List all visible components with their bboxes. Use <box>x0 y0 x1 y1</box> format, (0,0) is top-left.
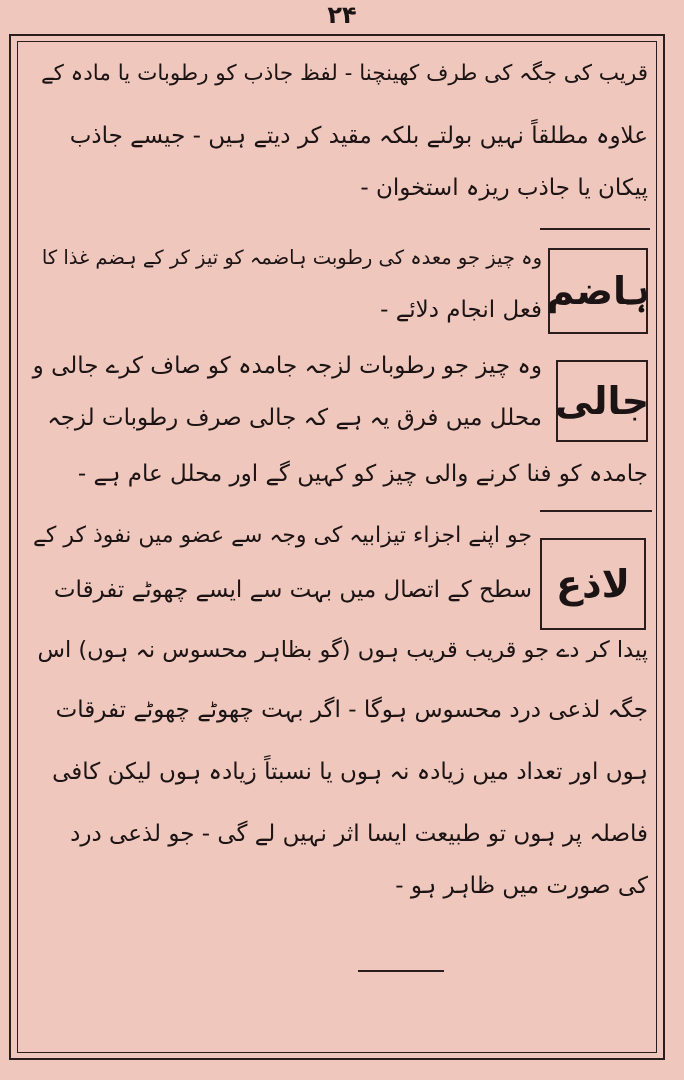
entry-separator-hazim <box>540 228 650 230</box>
term-box-lazi: لاذع <box>540 538 646 630</box>
lazi-definition-line-3: پیدا کر دے جو قریب قریب ہوں (گو بظاہر محسوس نہ ہوں) اس <box>37 637 648 663</box>
closing-rule <box>358 970 444 972</box>
lazi-definition-line-5: ہوں اور تعداد میں زیادہ نہ ہوں یا نسبتاً زیادہ ہوں لیکن کافی <box>52 759 648 785</box>
jali-definition-line-3: جامدہ کو فنا کرنے والی چیز کو کہیں گے اور محلل عام ہے - <box>77 461 648 487</box>
intro-line-2: علاوہ مطلقاً نہیں بولتے بلکہ مقید کر دیتے ہیں - جیسے جاذب <box>69 123 648 149</box>
hazim-definition-line-1: وہ چیز جو معدہ کی رطوبت ہاضمہ کو تیز کر کے ہضم غذا کا <box>41 246 542 269</box>
term-box-hazim: ہاضم <box>548 248 648 334</box>
intro-line-1: قریب کی جگہ کی طرف کھینچنا - لفظ جاذب کو رطوبات یا مادہ کے <box>40 61 648 86</box>
lazi-definition-line-4: جگہ لذعی درد محسوس ہوگا - اگر بہت چھوٹے چھوٹے تفرقات <box>55 697 648 723</box>
lazi-definition-line-6: فاصلہ پر ہوں تو طبیعت ایسا اثر نہیں لے گی - جو لذعی درد <box>70 821 648 847</box>
page-number: ۲۴ <box>327 1 357 29</box>
intro-line-3: پیکان یا جاذب ریزہ استخوان - <box>360 175 648 201</box>
lazi-definition-line-1: جو اپنے اجزاء تیزابیہ کی وجہ سے عضو میں نفوذ کر کے <box>32 523 532 548</box>
lazi-definition-line-7: کی صورت میں ظاہر ہو - <box>395 873 648 899</box>
hazim-definition-line-2: فعل انجام دلائے - <box>380 297 542 323</box>
lazi-definition-line-2: سطح کے اتصال میں بہت سے ایسے چھوٹے تفرقات <box>53 577 532 603</box>
term-box-jali: جالی <box>556 360 648 442</box>
jali-definition-line-1: وہ چیز جو رطوبات لزجہ جامدہ کو صاف کرے جالی و <box>32 353 542 379</box>
jali-definition-line-2: محلل میں فرق یہ ہے کہ جالی صرف رطوبات لزجہ <box>47 405 542 431</box>
entry-separator-lazi <box>540 510 652 512</box>
